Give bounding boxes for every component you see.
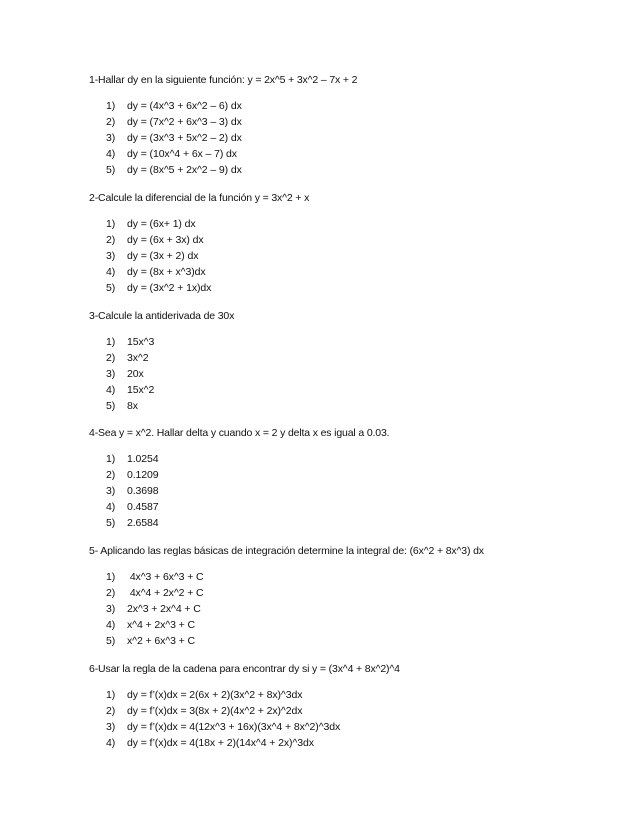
question-3-option-2 [106, 352, 148, 364]
question-5-option-3 [106, 603, 201, 615]
question-6-option-3 [106, 721, 340, 733]
question-1-option-2 [106, 116, 242, 128]
option-number: 4) [106, 501, 116, 513]
option-number: 2) [106, 587, 116, 599]
option-text: 15x^2 [127, 384, 155, 396]
question-1-option-1 [106, 100, 242, 112]
option-number: 2) [106, 705, 116, 717]
option-number: 5) [106, 282, 116, 294]
option-number: 5) [106, 635, 116, 647]
option-number: 4) [106, 619, 116, 631]
option-number: 2) [106, 116, 116, 128]
question-3-option-3 [106, 368, 144, 380]
option-text: 0.4587 [127, 501, 159, 513]
question-5-option-5 [106, 635, 195, 647]
option-text: dy = (8x + x^3)dx [127, 266, 206, 278]
option-number: 3) [106, 603, 116, 615]
option-number: 1) [106, 689, 116, 701]
question-2-prompt: 2-Calcule la diferencial de la función y = 3x^2 + x [89, 192, 310, 204]
question-2-option-1 [106, 218, 196, 230]
option-number: 1) [106, 336, 116, 348]
question-2-option-5 [106, 282, 211, 294]
question-4-prompt: 4-Sea y = x^2. Hallar delta y cuando x = 2 y delta x es igual a 0.03. [89, 427, 390, 439]
question-5-prompt: 5- Aplicando las reglas básicas de integración determine la integral de: (6x^2 + 8x^3) dx [89, 545, 484, 557]
question-4-option-3 [106, 485, 159, 497]
question-6-option-4 [106, 737, 314, 749]
option-number: 1) [106, 218, 116, 230]
option-text: dy = (10x^4 + 6x – 7) dx [127, 148, 237, 160]
option-text: 1.0254 [127, 453, 159, 465]
option-number: 4) [106, 384, 116, 396]
option-text: dy = (7x^2 + 6x^3 – 3) dx [127, 116, 242, 128]
question-6-option-1 [106, 689, 302, 701]
question-2-option-3 [106, 250, 198, 262]
option-text: dy = f’(x)dx = 2(6x + 2)(3x^2 + 8x)^3dx [127, 689, 303, 701]
option-number: 4) [106, 148, 116, 160]
option-text: dy = (3x^2 + 1x)dx [127, 282, 212, 294]
question-5-option-4 [106, 619, 195, 631]
option-text: dy = (3x^3 + 5x^2 – 2) dx [127, 132, 242, 144]
question-4-option-5 [106, 517, 159, 529]
question-3-option-4 [106, 384, 154, 396]
option-text: 20x [127, 368, 144, 380]
option-number: 5) [106, 517, 116, 529]
option-text: 0.3698 [127, 485, 159, 497]
option-number: 3) [106, 485, 116, 497]
option-text: x^2 + 6x^3 + C [127, 635, 195, 647]
question-3-option-5 [106, 400, 138, 412]
option-number: 3) [106, 132, 116, 144]
option-text: dy = (3x + 2) dx [127, 250, 199, 262]
option-text: dy = f’(x)dx = 3(8x + 2)(4x^2 + 2x)^2dx [127, 705, 303, 717]
option-text: 4x^4 + 2x^2 + C [127, 587, 204, 599]
question-5-option-2 [106, 587, 204, 599]
option-number: 5) [106, 400, 116, 412]
question-1-option-3 [106, 132, 242, 144]
option-number: 1) [106, 571, 116, 583]
option-text: dy = f’(x)dx = 4(12x^3 + 16x)(3x^4 + 8x^2)^3dx [127, 721, 341, 733]
question-5-option-1 [106, 571, 204, 583]
option-text: 4x^3 + 6x^3 + C [127, 571, 204, 583]
option-text: dy = (4x^3 + 6x^2 – 6) dx [127, 100, 242, 112]
question-1-prompt: 1-Hallar dy en la siguiente función: y = 2x^5 + 3x^2 – 7x + 2 [89, 74, 358, 86]
option-number: 1) [106, 453, 116, 465]
question-2-option-2 [106, 234, 204, 246]
question-6-prompt: 6-Usar la regla de la cadena para encontrar dy si y = (3x^4 + 8x^2)^4 [89, 663, 400, 675]
question-4-option-2 [106, 469, 159, 481]
question-3-option-1 [106, 336, 154, 348]
option-text: dy = (8x^5 + 2x^2 – 9) dx [127, 164, 242, 176]
option-text: 2.6584 [127, 517, 159, 529]
option-text: 8x [127, 400, 138, 412]
question-3-prompt: 3-Calcule la antiderivada de 30x [89, 310, 235, 322]
option-text: 0.1209 [127, 469, 159, 481]
option-number: 4) [106, 737, 116, 749]
question-4-option-4 [106, 501, 159, 513]
option-number: 2) [106, 469, 116, 481]
option-number: 3) [106, 368, 116, 380]
question-4-option-1 [106, 453, 159, 465]
option-text: dy = f’(x)dx = 4(18x + 2)(14x^4 + 2x)^3dx [127, 737, 314, 749]
option-number: 5) [106, 164, 116, 176]
option-text: dy = (6x + 3x) dx [127, 234, 204, 246]
question-1-option-5 [106, 164, 242, 176]
option-text: x^4 + 2x^3 + C [127, 619, 195, 631]
option-number: 4) [106, 266, 116, 278]
option-text: 3x^2 [127, 352, 149, 364]
question-1-option-4 [106, 148, 237, 160]
question-6-option-2 [106, 705, 302, 717]
option-text: 2x^3 + 2x^4 + C [127, 603, 201, 615]
option-number: 1) [106, 100, 116, 112]
option-number: 3) [106, 721, 116, 733]
option-text: 15x^3 [127, 336, 155, 348]
option-text: dy = (6x+ 1) dx [127, 218, 196, 230]
option-number: 2) [106, 352, 116, 364]
option-number: 3) [106, 250, 116, 262]
option-number: 2) [106, 234, 116, 246]
question-2-option-4 [106, 266, 206, 278]
